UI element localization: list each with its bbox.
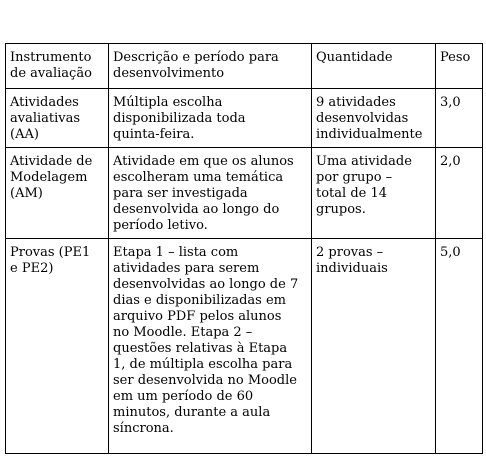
cell-peso	[436, 148, 483, 239]
table-row	[6, 148, 483, 239]
cell-descricao	[109, 89, 312, 148]
cell-quantidade	[312, 148, 436, 239]
cell-instrumento-text: Atividade de Modelagem (AM)	[10, 154, 93, 201]
cell-descricao-text: Múltipla escolha disponibilizada toda quinta-feira.	[113, 95, 246, 142]
assessment-table	[5, 43, 483, 454]
cell-quantidade-text: Uma atividade por grupo – total de 14 grupos.	[316, 154, 412, 217]
cell-descricao-text: Etapa 1 – lista com atividades para serem desenvolvidas ao longo de 7 dias e disponibilizadas em arquivo PDF pelos alunos no Moodle. Etapa 2 – questões relativas à Etapa 1, de múltipla escolha para ser desenvolvida no Moodle em um período de 60 minutos, durante a aula síncrona.	[113, 245, 299, 436]
cell-peso	[436, 89, 483, 148]
cell-descricao-text: Atividade em que os alunos escolheram uma temática para ser investigada desenvolvida ao longo do período letivo.	[113, 154, 294, 233]
table-row	[6, 239, 483, 454]
cell-descricao	[109, 239, 312, 454]
cell-quantidade-text: 2 provas – individuais	[316, 245, 388, 276]
header-descricao-text: Descrição e período para desenvolvimento	[113, 50, 279, 81]
header-peso-text: Peso	[440, 50, 471, 65]
cell-instrumento	[6, 148, 109, 239]
cell-instrumento-text: Provas (PE1 e PE2)	[10, 245, 91, 276]
header-instrumento	[6, 44, 109, 89]
cell-instrumento	[6, 89, 109, 148]
cell-peso-text: 5,0	[440, 245, 461, 260]
header-quantidade-text: Quantidade	[316, 50, 393, 65]
cell-peso	[436, 239, 483, 454]
cell-peso-text: 3,0	[440, 95, 461, 110]
header-descricao	[109, 44, 312, 89]
cell-quantidade	[312, 239, 436, 454]
cell-peso-text: 2,0	[440, 154, 461, 169]
table-row	[6, 89, 483, 148]
header-quantidade	[312, 44, 436, 89]
cell-instrumento	[6, 239, 109, 454]
cell-descricao	[109, 148, 312, 239]
cell-instrumento-text: Atividades avaliativas (AA)	[10, 95, 81, 142]
cell-quantidade-text: 9 atividades desenvolvidas individualmente	[316, 95, 423, 142]
header-peso	[436, 44, 483, 89]
table-header-row	[6, 44, 483, 89]
header-instrumento-text: Instrumento de avaliação	[10, 50, 92, 81]
cell-quantidade	[312, 89, 436, 148]
